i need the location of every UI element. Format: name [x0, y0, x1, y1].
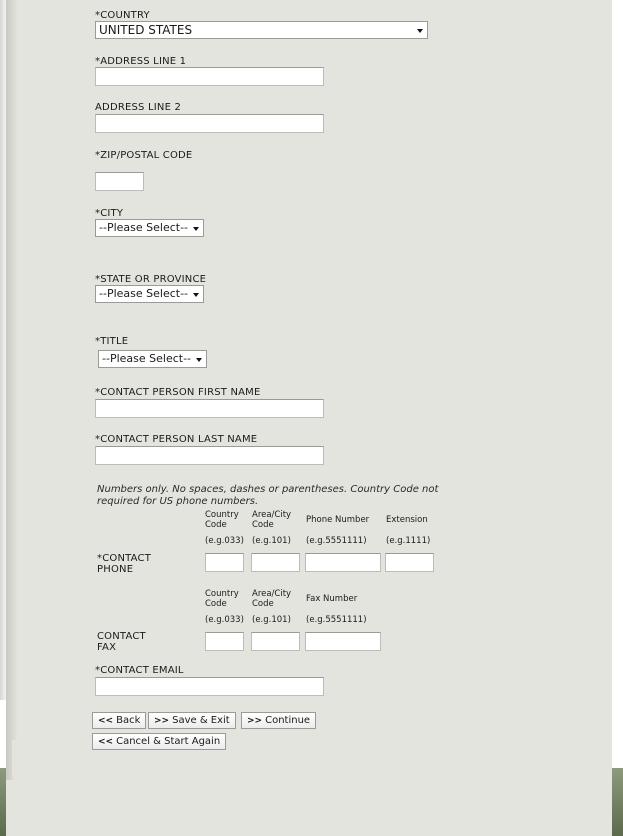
address-line-1-label: *ADDRESS LINE 1 [95, 56, 187, 67]
phone-area-code-header [252, 510, 291, 530]
phone-country-code-header [205, 510, 239, 530]
contact-fax-label [97, 631, 146, 653]
contact-phone-label [97, 553, 151, 575]
phone-extension-example: (e.g.1111) [386, 536, 431, 546]
back-button-label: Back [116, 715, 141, 726]
phone-country-code-example: (e.g.033) [205, 536, 244, 546]
fax-country-code-header [205, 589, 239, 609]
fax-country-code-input[interactable] [205, 632, 244, 651]
first-name-label: *CONTACT PERSON FIRST NAME [95, 387, 261, 398]
fax-area-code-input[interactable] [251, 632, 300, 651]
chevron-down-icon [417, 29, 423, 33]
country-select-value: UNITED STATES [99, 23, 193, 37]
phone-area-code-header-line-2: Code [252, 520, 274, 530]
contact-phone-label-line-2: PHONE [97, 564, 134, 575]
last-name-input[interactable] [95, 446, 324, 465]
double-chevron-right-icon: >> [154, 716, 170, 726]
address-line-2-input[interactable] [95, 114, 324, 133]
phone-number-header: Phone Number [306, 515, 370, 525]
address-line-1-input[interactable] [95, 67, 324, 86]
title-select[interactable] [98, 350, 207, 368]
phone-country-code-header-line-2: Code [205, 520, 227, 530]
phone-extension-header: Extension [386, 515, 428, 525]
last-name-label: *CONTACT PERSON LAST NAME [95, 434, 258, 445]
contact-phone-label-line-1: *CONTACT [97, 553, 152, 564]
state-select[interactable] [95, 285, 204, 303]
fax-number-header: Fax Number [306, 594, 358, 604]
double-chevron-right-icon: >> [247, 716, 263, 726]
phone-number-input[interactable] [305, 553, 381, 572]
contact-fax-label-line-2: FAX [97, 642, 117, 653]
fax-number-example: (e.g.5551111) [306, 615, 367, 625]
fax-country-code-header-line-1: Country [205, 589, 239, 599]
phone-area-code-example: (e.g.101) [252, 536, 291, 546]
fax-number-input[interactable] [305, 632, 381, 651]
first-name-input[interactable] [95, 399, 324, 418]
city-select[interactable] [95, 219, 204, 237]
fax-area-code-example: (e.g.101) [252, 615, 291, 625]
state-label: *STATE OR PROVINCE [95, 274, 207, 285]
continue-button-label: Continue [265, 715, 311, 726]
phone-area-code-header-line-1: Area/City [252, 510, 292, 520]
phone-country-code-header-line-1: Country [205, 510, 239, 520]
state-select-value: --Please Select-- [99, 287, 189, 300]
fax-area-code-header-line-1: Area/City [252, 589, 292, 599]
fax-area-code-header-line-2: Code [252, 599, 274, 609]
save-exit-button[interactable] [148, 712, 236, 729]
fax-area-code-header [252, 589, 291, 609]
chevron-down-icon [193, 293, 199, 297]
email-input[interactable] [95, 677, 324, 696]
double-chevron-left-icon: << [98, 716, 114, 726]
double-chevron-left-icon: << [98, 737, 114, 747]
zip-label: *ZIP/POSTAL CODE [95, 150, 193, 161]
email-label: *CONTACT EMAIL [95, 665, 184, 676]
phone-country-code-input[interactable] [205, 553, 244, 572]
chevron-down-icon [193, 227, 199, 231]
title-label: *TITLE [95, 336, 129, 347]
cancel-button-label: Cancel & Start Again [116, 736, 221, 747]
zip-input[interactable] [95, 172, 144, 191]
phone-instructions-line-1: Numbers only. No spaces, dashes or parentheses. Country Code not [97, 484, 439, 495]
continue-button[interactable] [241, 712, 316, 729]
panel-shadow [6, 0, 18, 780]
country-select[interactable] [95, 21, 428, 39]
fax-country-code-header-line-2: Code [205, 599, 227, 609]
contact-fax-label-line-1: CONTACT [97, 631, 146, 642]
phone-area-code-input[interactable] [251, 553, 300, 572]
title-select-value: --Please Select-- [102, 352, 192, 365]
city-select-value: --Please Select-- [99, 221, 189, 234]
phone-extension-input[interactable] [385, 553, 434, 572]
save-exit-button-label: Save & Exit [172, 715, 230, 726]
phone-instructions [97, 484, 438, 508]
phone-number-example: (e.g.5551111) [306, 536, 367, 546]
cancel-start-again-button[interactable] [92, 733, 226, 750]
country-label: *COUNTRY [95, 10, 150, 21]
back-button[interactable] [92, 712, 146, 729]
phone-instructions-line-2: required for US phone numbers. [97, 496, 259, 507]
city-label: *CITY [95, 208, 124, 219]
address-line-2-label: ADDRESS LINE 2 [95, 102, 182, 113]
chevron-down-icon [196, 358, 202, 362]
fax-country-code-example: (e.g.033) [205, 615, 244, 625]
